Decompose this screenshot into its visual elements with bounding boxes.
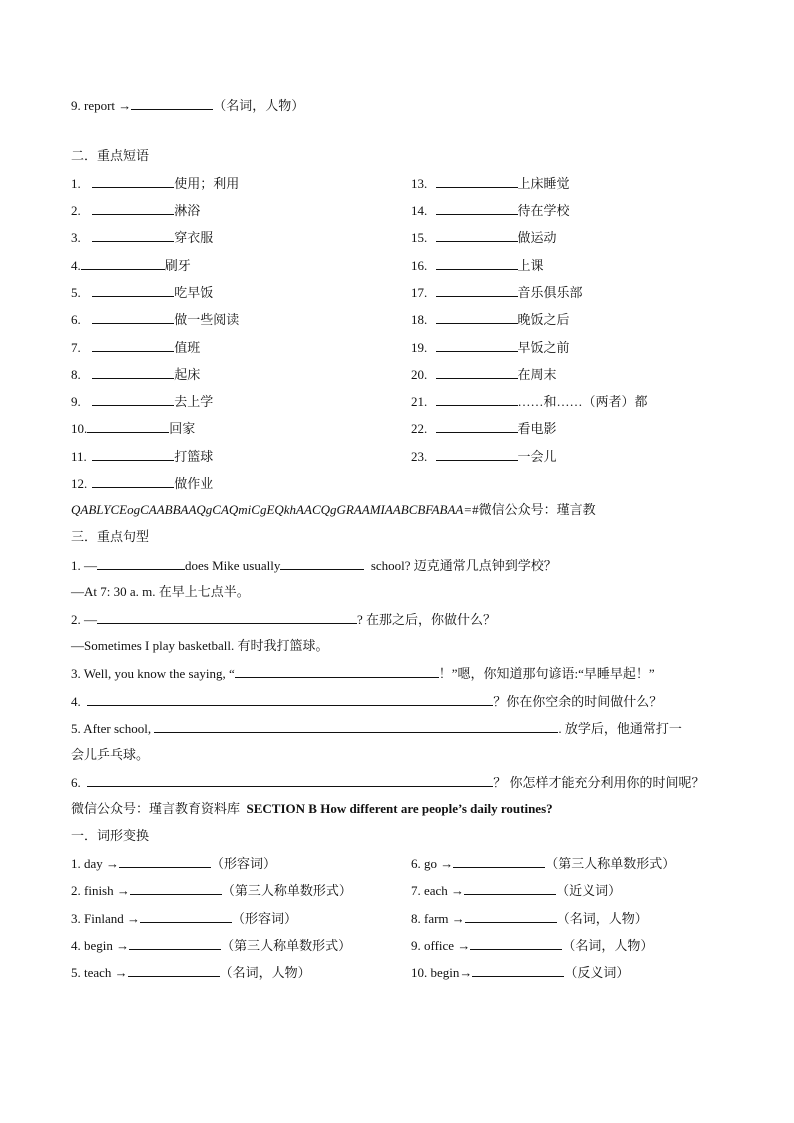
answer-blank[interactable] bbox=[436, 283, 518, 297]
answer-blank[interactable] bbox=[154, 719, 558, 733]
item-text: 打篮球 bbox=[174, 449, 214, 464]
item-number: 3. bbox=[71, 230, 81, 245]
phrase-item bbox=[411, 365, 557, 384]
section-heading-sentences: 三．重点句型 bbox=[71, 529, 150, 544]
word-form-item bbox=[71, 881, 352, 900]
item-number: 4. bbox=[71, 258, 81, 273]
phrase-item bbox=[411, 447, 557, 466]
item-text: 在周末 bbox=[517, 367, 557, 382]
answer-blank[interactable] bbox=[129, 936, 221, 950]
item-text: 上课 bbox=[517, 258, 544, 273]
phrase-item bbox=[71, 310, 239, 329]
answer-blank[interactable] bbox=[235, 664, 439, 678]
word-form-item bbox=[411, 936, 653, 955]
answer-blank[interactable] bbox=[436, 419, 518, 433]
answer-blank[interactable] bbox=[92, 338, 174, 352]
answer-blank[interactable] bbox=[436, 310, 518, 324]
answer-blank[interactable] bbox=[436, 338, 518, 352]
item-text: 做运动 bbox=[517, 230, 557, 245]
item-number: 12. bbox=[71, 476, 88, 491]
answer-blank[interactable] bbox=[465, 909, 557, 923]
phrase-item bbox=[71, 228, 213, 247]
item-text: 上床睡觉 bbox=[517, 176, 570, 191]
phrase-item bbox=[411, 174, 570, 193]
answer-blank[interactable] bbox=[436, 392, 518, 406]
item-hint: （反义词） bbox=[564, 965, 630, 980]
phrase-item bbox=[411, 283, 583, 302]
phrase-item bbox=[411, 201, 570, 220]
item-text: 看电影 bbox=[517, 421, 557, 436]
item-number: 9. office → bbox=[411, 938, 471, 953]
answer-blank[interactable] bbox=[436, 447, 518, 461]
sentence-text: ? 在那之后，你做什么？ bbox=[357, 612, 497, 627]
answer-blank[interactable] bbox=[92, 174, 174, 188]
item-number: 5. bbox=[71, 285, 81, 300]
item-number: 3. Finland → bbox=[71, 911, 140, 926]
item-number: 11. bbox=[71, 449, 87, 464]
item-text: 做作业 bbox=[174, 476, 214, 491]
word-form-item bbox=[411, 963, 629, 982]
watermark-suffix: #微信公众号：瑾言教 bbox=[472, 502, 596, 517]
answer-blank[interactable] bbox=[97, 610, 357, 624]
item-number: 23. bbox=[411, 449, 428, 464]
sentence-2-answer: —Sometimes I play basketball. 有时我打篮球。 bbox=[71, 638, 329, 653]
sentence-3 bbox=[71, 664, 655, 683]
item-text: 一会儿 bbox=[517, 449, 557, 464]
item-text: 使用；利用 bbox=[174, 176, 240, 191]
item-number: 9. bbox=[71, 394, 81, 409]
section-b-prefix: 微信公众号：瑾言教育资料库 bbox=[71, 801, 241, 816]
answer-blank[interactable] bbox=[464, 881, 556, 895]
item-number: 1. bbox=[71, 176, 81, 191]
item-number: 6. bbox=[71, 312, 81, 327]
item-text: ……和……（两者）都 bbox=[517, 394, 648, 409]
item-text: 刷牙 bbox=[164, 258, 191, 273]
item-number: 15. bbox=[411, 230, 428, 245]
watermark-line bbox=[71, 501, 596, 519]
phrase-item bbox=[71, 201, 200, 220]
section-b-heading: SECTION B How different are people’s daily routines? bbox=[246, 801, 553, 816]
item-number: 20. bbox=[411, 367, 428, 382]
phrase-item bbox=[71, 392, 213, 411]
item-number: 8. bbox=[71, 367, 81, 382]
sentence-text: does Mike usually bbox=[185, 558, 281, 573]
sentence-5 bbox=[71, 719, 682, 738]
item-number: 14. bbox=[411, 203, 428, 218]
item-hint: （形容词） bbox=[231, 911, 297, 926]
answer-blank[interactable] bbox=[92, 201, 174, 215]
phrase-item bbox=[411, 419, 557, 438]
phrase-item bbox=[71, 338, 200, 357]
answer-blank[interactable] bbox=[128, 963, 220, 977]
answer-blank[interactable] bbox=[87, 692, 493, 706]
item-number: 6. go → bbox=[411, 856, 454, 871]
phrase-item bbox=[71, 447, 213, 466]
word-form-item bbox=[411, 881, 621, 900]
sentence-1 bbox=[71, 556, 557, 575]
phrase-item bbox=[71, 174, 239, 193]
top-item bbox=[71, 96, 304, 115]
item-number: 1. day → bbox=[71, 856, 120, 871]
item-hint: （第三人称单数形式） bbox=[221, 938, 352, 953]
phrase-item bbox=[411, 310, 570, 329]
phrase-item bbox=[71, 256, 191, 275]
item-text: 回家 bbox=[169, 421, 196, 436]
watermark-code: QABLYCEogCAABBAAQgCAQmiCgEQkhAACQgGRAAMIAABCBFABAA= bbox=[71, 502, 473, 517]
section-b-title bbox=[71, 800, 553, 818]
answer-blank[interactable] bbox=[453, 854, 545, 868]
item-hint: （形容词） bbox=[211, 856, 277, 871]
sentence-number: 2. — bbox=[71, 612, 97, 627]
sentence-number: 4. bbox=[71, 694, 81, 709]
phrase-item bbox=[411, 392, 648, 411]
sentence-1-answer: —At 7: 30 a. m. 在早上七点半。 bbox=[71, 584, 250, 599]
item-number: 16. bbox=[411, 258, 428, 273]
answer-blank[interactable] bbox=[92, 365, 174, 379]
answer-blank[interactable] bbox=[87, 773, 493, 787]
item-hint: （名词，人物） bbox=[213, 98, 305, 113]
item-hint: （名词，人物） bbox=[219, 965, 311, 980]
sentence-text: 5. After school, bbox=[71, 721, 152, 736]
item-text: 淋浴 bbox=[174, 203, 201, 218]
phrase-item bbox=[411, 256, 544, 275]
answer-blank[interactable] bbox=[280, 556, 364, 570]
answer-blank[interactable] bbox=[436, 174, 518, 188]
word-form-item bbox=[71, 854, 276, 873]
item-number: 22. bbox=[411, 421, 428, 436]
item-hint: （第三人称单数形式） bbox=[545, 856, 676, 871]
item-number: 21. bbox=[411, 394, 428, 409]
item-hint: （名词，人物） bbox=[556, 911, 648, 926]
item-number: 18. bbox=[411, 312, 428, 327]
answer-blank[interactable] bbox=[131, 96, 213, 110]
answer-blank[interactable] bbox=[470, 936, 562, 950]
item-number: 13. bbox=[411, 176, 428, 191]
sentence-text: school? 迈克通常几点钟到学校？ bbox=[370, 558, 557, 573]
answer-blank[interactable] bbox=[436, 365, 518, 379]
item-text: 去上学 bbox=[174, 394, 214, 409]
answer-blank[interactable] bbox=[92, 228, 174, 242]
item-text: 音乐俱乐部 bbox=[517, 285, 583, 300]
answer-blank[interactable] bbox=[92, 447, 174, 461]
item-number: 5. teach → bbox=[71, 965, 128, 980]
item-text: 晚饭之后 bbox=[517, 312, 570, 327]
word-form-item bbox=[71, 963, 311, 982]
answer-blank[interactable] bbox=[92, 283, 174, 297]
sentence-number: 1. — bbox=[71, 558, 97, 573]
word-form-item bbox=[411, 909, 648, 928]
item-number: 19. bbox=[411, 340, 428, 355]
word-form-item bbox=[71, 936, 351, 955]
sentence-5-cont: 会儿乒乓球。 bbox=[71, 747, 150, 762]
sentence-text: ？ 你怎样才能充分利用你的时间呢？ bbox=[493, 775, 705, 790]
sentence-6 bbox=[71, 773, 705, 792]
answer-blank[interactable] bbox=[97, 556, 185, 570]
item-number: 17. bbox=[411, 285, 428, 300]
sentence-text: ？你在你空余的时间做什么？ bbox=[493, 694, 663, 709]
answer-blank[interactable] bbox=[92, 474, 174, 488]
item-hint: （第三人称单数形式） bbox=[221, 883, 352, 898]
phrase-item bbox=[71, 365, 200, 384]
sentence-text: . 放学后，他通常打一 bbox=[558, 721, 682, 736]
sentence-2 bbox=[71, 610, 496, 629]
answer-blank[interactable] bbox=[436, 228, 518, 242]
item-number: 4. begin → bbox=[71, 938, 130, 953]
word-form-item bbox=[71, 909, 297, 928]
item-text: 早饭之前 bbox=[517, 340, 570, 355]
item-number: 2. bbox=[71, 203, 81, 218]
item-text: 做一些阅读 bbox=[174, 312, 240, 327]
answer-blank[interactable] bbox=[130, 881, 222, 895]
item-number: 7. each → bbox=[411, 883, 465, 898]
section-heading-word-forms: 一．词形变换 bbox=[71, 828, 150, 843]
sentence-number: 6. bbox=[71, 775, 81, 790]
answer-blank[interactable] bbox=[140, 909, 232, 923]
answer-blank[interactable] bbox=[87, 419, 169, 433]
item-number: 2. finish → bbox=[71, 883, 130, 898]
answer-blank[interactable] bbox=[436, 201, 518, 215]
item-text: 值班 bbox=[174, 340, 201, 355]
item-hint: （近义词） bbox=[556, 883, 622, 898]
word-form-item bbox=[411, 854, 675, 873]
item-number: 10. bbox=[71, 421, 88, 436]
phrase-item bbox=[71, 419, 195, 438]
sentence-text: ！”嗯，你知道那句谚语:“早睡早起！” bbox=[438, 666, 655, 681]
answer-blank[interactable] bbox=[472, 963, 564, 977]
answer-blank[interactable] bbox=[92, 392, 174, 406]
answer-blank[interactable] bbox=[436, 256, 518, 270]
sentence-text: 3. Well, you know the saying, “ bbox=[71, 666, 235, 681]
item-number: 7. bbox=[71, 340, 81, 355]
phrase-item bbox=[411, 338, 570, 357]
item-number: 8. farm → bbox=[411, 911, 465, 926]
sentence-4 bbox=[71, 692, 662, 711]
item-text: 吃早饭 bbox=[174, 285, 214, 300]
phrase-item bbox=[71, 283, 213, 302]
item-text: 穿衣服 bbox=[174, 230, 214, 245]
section-heading-phrases: 二．重点短语 bbox=[71, 148, 150, 163]
answer-blank[interactable] bbox=[119, 854, 211, 868]
item-number: 10. begin→ bbox=[411, 965, 473, 980]
phrase-item bbox=[411, 228, 557, 247]
item-hint: （名词，人物） bbox=[562, 938, 654, 953]
answer-blank[interactable] bbox=[81, 256, 165, 270]
answer-blank[interactable] bbox=[92, 310, 174, 324]
phrase-item bbox=[71, 474, 213, 493]
item-text: 起床 bbox=[174, 367, 201, 382]
item-number: 9. report → bbox=[71, 98, 132, 113]
item-text: 待在学校 bbox=[517, 203, 570, 218]
